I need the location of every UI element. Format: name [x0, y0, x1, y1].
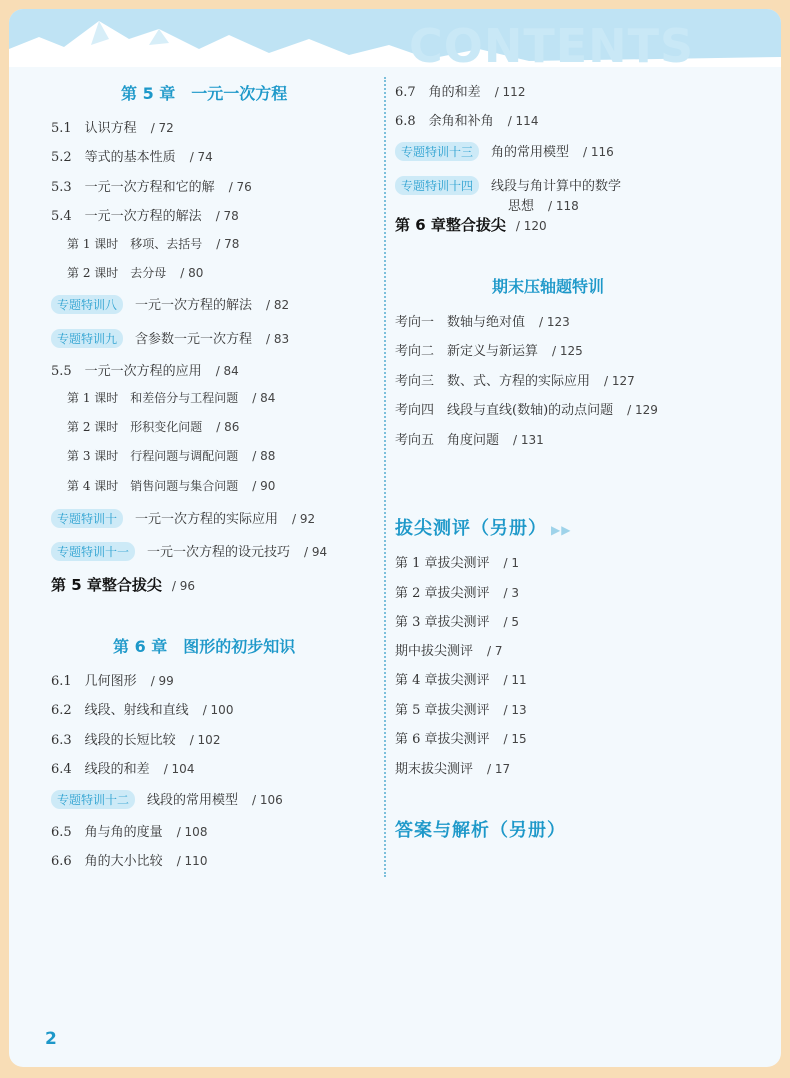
entry-page: / 104	[163, 762, 195, 776]
entry-title: 考向三 数、式、方程的实际应用	[395, 374, 591, 389]
entry-title: 一元一次方程的解法	[135, 298, 253, 313]
entry-title: 考向二 新定义与新运算	[395, 344, 539, 359]
toc-special-11[interactable]	[51, 541, 327, 561]
special-training-tag: 专题特训十三	[395, 142, 479, 161]
entry-title: 5.5 一元一次方程的应用	[51, 364, 202, 379]
page-number: 2	[45, 1029, 57, 1049]
toc-direction-3[interactable]	[395, 370, 635, 389]
entry-title: 第 2 课时 去分母	[67, 266, 167, 280]
entry-page: / 84	[215, 364, 239, 378]
entry-title: 期中拔尖测评	[395, 644, 474, 659]
entry-page: / 5	[503, 615, 520, 629]
entry-title: 含参数一元一次方程	[135, 332, 253, 347]
toc-test-1[interactable]	[395, 552, 519, 571]
entry-title: 6.6 角的大小比较	[51, 854, 163, 869]
entry-title: 第 4 课时 销售问题与集合问题	[67, 479, 239, 493]
entry-title: 6.2 线段、射线和直线	[51, 703, 189, 718]
entry-page: / 125	[552, 344, 583, 358]
entry-page: / 90	[252, 479, 276, 493]
entry-page: / 3	[503, 586, 520, 600]
entry-page: / 1	[503, 556, 520, 570]
toc-entry-5-5-lesson-1[interactable]	[67, 389, 275, 406]
toc-test-4[interactable]	[395, 669, 527, 688]
entry-title: 第 3 章拔尖测评	[395, 615, 490, 630]
toc-entry-5-2[interactable]	[51, 146, 213, 165]
special-training-tag: 专题特训十二	[51, 790, 135, 809]
toc-entry-6-2[interactable]	[51, 699, 233, 718]
entry-title: 角的常用模型	[491, 145, 570, 160]
entry-page: / 100	[202, 703, 234, 717]
chapter-5-title: 第 5 章 一元一次方程	[121, 84, 288, 103]
entry-page: / 74	[189, 150, 213, 164]
entry-page: / 76	[228, 180, 252, 194]
entry-title: 6.3 线段的长短比较	[51, 733, 176, 748]
toc-test-5[interactable]	[395, 699, 527, 718]
entry-title: 考向一 数轴与绝对值	[395, 315, 526, 330]
entry-title: 5.2 等式的基本性质	[51, 150, 176, 165]
entry-title: 第 6 章整合拔尖	[395, 216, 506, 234]
entry-title: 6.7 角的和差	[395, 85, 481, 100]
entry-page: / 112	[494, 85, 526, 99]
special-training-tag: 专题特训十	[51, 509, 123, 528]
entry-title: 一元一次方程的设元技巧	[147, 545, 291, 560]
assessment-section-title	[395, 514, 571, 540]
contents-watermark: CONTENTS	[409, 19, 695, 73]
section-title-text: 拔尖测评（另册）	[395, 518, 547, 539]
toc-entry-5-4-lesson-2[interactable]	[67, 264, 203, 281]
entry-title: 第 1 课时 移项、去括号	[67, 237, 203, 251]
entry-page: / 123	[539, 315, 570, 329]
entry-title: 线段的常用模型	[147, 793, 239, 808]
toc-entry-6-6[interactable]	[51, 850, 207, 869]
toc-entry-5-5-lesson-4[interactable]	[67, 477, 275, 494]
entry-title: 线段与角计算中的数学	[491, 179, 622, 194]
toc-special-10[interactable]	[51, 508, 315, 528]
toc-direction-1[interactable]	[395, 311, 570, 330]
toc-entry-6-1[interactable]	[51, 670, 174, 689]
toc-special-14-cont[interactable]	[508, 195, 579, 214]
chapter-6-summary[interactable]	[395, 214, 547, 235]
entry-title: 5.1 认识方程	[51, 121, 137, 136]
toc-test-6[interactable]	[395, 728, 527, 747]
entry-page: / 108	[176, 825, 208, 839]
entry-title: 第 1 课时 和差倍分与工程问题	[67, 391, 239, 405]
toc-entry-6-8[interactable]	[395, 110, 538, 129]
toc-test-final[interactable]	[395, 758, 510, 777]
toc-test-midterm[interactable]	[395, 640, 503, 659]
special-training-tag: 专题特训九	[51, 329, 123, 348]
entry-page: / 92	[292, 512, 316, 526]
toc-test-3[interactable]	[395, 611, 519, 630]
special-training-tag: 专题特训十一	[51, 542, 135, 561]
entry-page: / 110	[176, 854, 208, 868]
entry-page: / 80	[180, 266, 204, 280]
entry-page: / 78	[216, 237, 240, 251]
entry-title: 5.4 一元一次方程的解法	[51, 209, 202, 224]
toc-entry-5-5-lesson-3[interactable]	[67, 447, 275, 464]
page-card	[9, 9, 781, 1067]
entry-page: / 94	[304, 545, 328, 559]
entry-title: 第 2 课时 形积变化问题	[67, 420, 203, 434]
toc-entry-6-4[interactable]	[51, 758, 194, 777]
entry-title: 一元一次方程的实际应用	[135, 512, 279, 527]
entry-page: / 99	[150, 674, 174, 688]
column-divider	[384, 77, 386, 877]
double-arrow-icon: ▶▶	[551, 523, 572, 537]
entry-title: 期末拔尖测评	[395, 762, 474, 777]
entry-title: 6.4 线段的和差	[51, 762, 150, 777]
entry-page: / 131	[513, 433, 544, 447]
toc-entry-6-7[interactable]	[395, 81, 525, 100]
toc-entry-6-5[interactable]	[51, 821, 207, 840]
entry-title-cont: 思想	[508, 199, 535, 214]
entry-page: / 114	[507, 114, 539, 128]
toc-entry-5-4[interactable]	[51, 205, 239, 224]
entry-title: 第 1 章拔尖测评	[395, 556, 490, 571]
entry-page: / 78	[215, 209, 239, 223]
entry-title: 6.5 角与角的度量	[51, 825, 163, 840]
toc-entry-5-5[interactable]	[51, 360, 239, 379]
toc-special-8[interactable]	[51, 294, 289, 314]
special-training-tag: 专题特训八	[51, 295, 123, 314]
entry-title: 第 6 章拔尖测评	[395, 732, 490, 747]
toc-direction-4[interactable]	[395, 399, 658, 418]
toc-direction-5[interactable]	[395, 429, 544, 448]
toc-entry-6-3[interactable]	[51, 729, 220, 748]
entry-page: / 127	[604, 374, 635, 388]
entry-page: / 15	[503, 732, 527, 746]
toc-special-13[interactable]	[395, 141, 614, 161]
special-training-tag: 专题特训十四	[395, 176, 479, 195]
entry-title: 第 5 章拔尖测评	[395, 703, 490, 718]
toc-special-14[interactable]	[395, 175, 621, 195]
chapter-5-summary[interactable]	[51, 574, 195, 595]
answers-section-title: 答案与解析（另册）	[395, 820, 566, 841]
toc-entry-5-1[interactable]	[51, 117, 174, 136]
entry-page: / 82	[266, 298, 290, 312]
toc-special-9[interactable]	[51, 328, 289, 348]
entry-page: / 120	[515, 219, 547, 233]
final-exam-section-title: 期末压轴题特训	[492, 277, 605, 296]
entry-title: 第 2 章拔尖测评	[395, 586, 490, 601]
entry-page: / 129	[627, 403, 658, 417]
entry-page: / 11	[503, 673, 527, 687]
entry-page: / 7	[487, 644, 503, 658]
entry-page: / 116	[583, 145, 614, 159]
toc-test-2[interactable]	[395, 582, 519, 601]
entry-title: 第 4 章拔尖测评	[395, 673, 490, 688]
entry-title: 6.1 几何图形	[51, 674, 137, 689]
entry-title: 考向五 角度问题	[395, 433, 500, 448]
entry-title: 考向四 线段与直线(数轴)的动点问题	[395, 403, 614, 418]
entry-page: / 83	[266, 332, 290, 346]
toc-entry-5-3[interactable]	[51, 176, 252, 195]
entry-title: 6.8 余角和补角	[395, 114, 494, 129]
chapter-6-title: 第 6 章 图形的初步知识	[113, 637, 296, 656]
entry-page: / 13	[503, 703, 527, 717]
entry-page: / 17	[487, 762, 511, 776]
toc-entry-5-5-lesson-2[interactable]	[67, 418, 239, 435]
entry-page: / 84	[252, 391, 276, 405]
toc-direction-2[interactable]	[395, 340, 583, 359]
entry-title: 5.3 一元一次方程和它的解	[51, 180, 215, 195]
entry-page: / 86	[216, 420, 240, 434]
toc-special-12[interactable]	[51, 789, 283, 809]
entry-title: 第 5 章整合拔尖	[51, 576, 162, 594]
entry-page: / 106	[252, 793, 283, 807]
entry-page: / 102	[189, 733, 221, 747]
entry-page: / 72	[150, 121, 174, 135]
toc-entry-5-4-lesson-1[interactable]	[67, 235, 239, 252]
entry-page: / 88	[252, 449, 276, 463]
entry-page: / 118	[548, 199, 579, 213]
entry-page: / 96	[171, 579, 196, 593]
entry-title: 第 3 课时 行程问题与调配问题	[67, 449, 239, 463]
